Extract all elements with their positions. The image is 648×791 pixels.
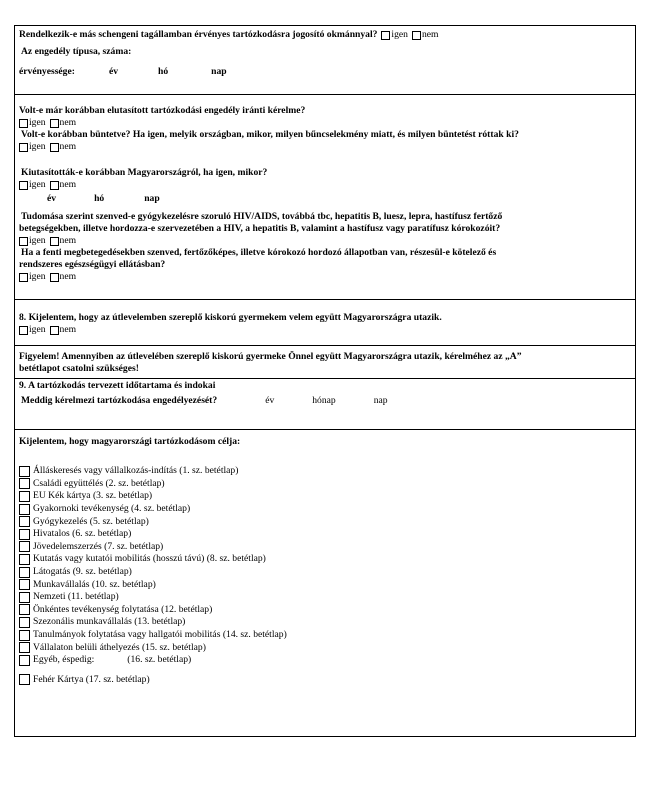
purpose-checkbox[interactable] bbox=[19, 604, 30, 615]
expelled-no-label: nem bbox=[59, 179, 77, 190]
purpose-checkbox[interactable] bbox=[19, 592, 30, 603]
purpose-option[interactable] bbox=[19, 515, 632, 528]
purpose-label: Önkéntes tevékenység folytatása (12. betétlap) bbox=[33, 603, 213, 615]
punished-yes-label: igen bbox=[29, 141, 46, 152]
purpose-checkbox[interactable] bbox=[19, 504, 30, 515]
purpose-option-other[interactable] bbox=[19, 654, 632, 667]
schengen-document-section bbox=[15, 26, 635, 95]
purpose-option[interactable] bbox=[19, 566, 632, 579]
expelled-yes-label: igen bbox=[29, 179, 46, 190]
purpose-white-card-checkbox[interactable] bbox=[19, 674, 30, 685]
expelled-question: Kiutasították-e korábban Magyarországról, ha igen, mikor? bbox=[21, 167, 268, 178]
punished-question: Volt-e korábban büntetve? Ha igen, melyik országban, mikor, milyen bűncselekmény miatt, és milyen büntetést róttak ki? bbox=[21, 129, 519, 140]
purpose-label: Látogatás (9. sz. betétlap) bbox=[33, 566, 132, 578]
purpose-option[interactable] bbox=[19, 503, 632, 516]
purpose-label: Tanulmányok folytatása vagy hallgatói mobilitás (14. sz. betétlap) bbox=[33, 629, 287, 641]
expelled-yes-checkbox[interactable] bbox=[19, 181, 28, 190]
purpose-option[interactable] bbox=[19, 616, 632, 629]
purpose-other-checkbox[interactable] bbox=[19, 655, 30, 666]
treatment-question-line2: rendszeres egészségügyi ellátásban? bbox=[19, 259, 166, 270]
treatment-yes-label: igen bbox=[29, 271, 46, 282]
child-travel-yes-checkbox[interactable] bbox=[19, 326, 28, 335]
warning-line1: Figyelem! Amennyiben az útlevelében szereplő kiskorú gyermeke Önnel együtt Magyarországra utazik, kérelméhez az „A” bbox=[19, 351, 522, 362]
duration-heading: 9. A tartózkodás tervezett időtartama és indokai bbox=[19, 380, 216, 391]
purpose-label: EU Kék kártya (3. sz. betétlap) bbox=[33, 490, 153, 502]
schengen-yes-label: igen bbox=[391, 29, 408, 40]
schengen-no-checkbox[interactable] bbox=[412, 31, 421, 40]
punished-yes-checkbox[interactable] bbox=[19, 143, 28, 152]
purpose-list bbox=[19, 465, 632, 654]
treatment-question-line1: Ha a fenti megbetegedésekben szenved, fertőzőképes, illetve kórokozó hordozó állapotban van, részesül-e kötelező és bbox=[21, 247, 497, 258]
purpose-option[interactable] bbox=[19, 641, 632, 654]
expelled-year-label: év bbox=[47, 193, 57, 204]
rejected-yes-label: igen bbox=[29, 117, 46, 128]
disease-question-line1: Tudomása szerint szenved-e gyógykezelésre szoruló HIV/AIDS, továbbá tbc, hepatitis B, luesz, lepra, hastífusz fertőző bbox=[21, 211, 503, 222]
disease-question-line2: betegségekben, illetve hordozza-e szervezetében a HIV, a hepatitis B, valamint a hastífusz vagy paratífusz kórokozóit? bbox=[19, 223, 501, 234]
expelled-day-label: nap bbox=[144, 193, 160, 204]
purpose-checkbox[interactable] bbox=[19, 579, 30, 590]
duration-month-label: hónap bbox=[312, 395, 336, 406]
purpose-other-label: Egyéb, éspedig: bbox=[33, 654, 95, 666]
child-travel-no-checkbox[interactable] bbox=[50, 326, 59, 335]
purpose-option[interactable] bbox=[19, 553, 632, 566]
child-travel-section bbox=[15, 300, 635, 346]
purpose-checkbox[interactable] bbox=[19, 554, 30, 565]
purpose-option[interactable] bbox=[19, 478, 632, 491]
purpose-label: Álláskeresés vagy vállalkozás-indítás (1. sz. betétlap) bbox=[33, 465, 239, 477]
purpose-label: Hivatalos (6. sz. betétlap) bbox=[33, 528, 132, 540]
validity-day-label: nap bbox=[211, 66, 227, 77]
purpose-option[interactable] bbox=[19, 465, 632, 478]
purpose-label: Munkavállalás (10. sz. betétlap) bbox=[33, 578, 156, 590]
disease-yes-checkbox[interactable] bbox=[19, 237, 28, 246]
treatment-no-label: nem bbox=[59, 271, 77, 282]
schengen-yes-checkbox[interactable] bbox=[381, 31, 390, 40]
history-health-section bbox=[15, 95, 635, 300]
purpose-section bbox=[15, 430, 635, 736]
disease-yes-label: igen bbox=[29, 235, 46, 246]
duration-section bbox=[15, 379, 635, 430]
purpose-label: Gyógykezelés (5. sz. betétlap) bbox=[33, 515, 149, 527]
schengen-no-label: nem bbox=[421, 29, 439, 40]
purpose-option[interactable] bbox=[19, 591, 632, 604]
purpose-checkbox[interactable] bbox=[19, 466, 30, 477]
purpose-checkbox[interactable] bbox=[19, 630, 30, 641]
warning-section bbox=[15, 346, 635, 379]
rejected-no-checkbox[interactable] bbox=[50, 119, 59, 128]
child-travel-yes-label: igen bbox=[29, 324, 46, 335]
purpose-label: Vállalaton belüli áthelyezés (15. sz. betétlap) bbox=[33, 641, 206, 653]
purpose-checkbox[interactable] bbox=[19, 491, 30, 502]
purpose-white-card-label: Fehér Kártya (17. sz. betétlap) bbox=[33, 673, 150, 685]
purpose-label: Nemzeti (11. betétlap) bbox=[33, 591, 119, 603]
purpose-label: Gyakornoki tevékenység (4. sz. betétlap) bbox=[33, 503, 191, 515]
rejected-question: Volt-e már korábban elutasított tartózkodási engedély iránti kérelme? bbox=[19, 105, 306, 116]
punished-no-label: nem bbox=[59, 141, 77, 152]
purpose-label: Jövedelemszerzés (7. sz. betétlap) bbox=[33, 540, 164, 552]
purpose-other-sheet: (16. sz. betétlap) bbox=[127, 654, 192, 666]
treatment-no-checkbox[interactable] bbox=[50, 273, 59, 282]
punished-no-checkbox[interactable] bbox=[50, 143, 59, 152]
duration-question: Meddig kérelmezi tartózkodása engedélyezését? bbox=[21, 395, 218, 406]
validity-year-label: év bbox=[108, 66, 118, 77]
validity-month-label: hó bbox=[158, 66, 169, 77]
disease-no-label: nem bbox=[59, 235, 77, 246]
rejected-yes-checkbox[interactable] bbox=[19, 119, 28, 128]
application-form bbox=[14, 25, 636, 737]
duration-day-label: nap bbox=[373, 395, 388, 406]
purpose-checkbox[interactable] bbox=[19, 567, 30, 578]
purpose-checkbox[interactable] bbox=[19, 617, 30, 628]
purpose-option[interactable] bbox=[19, 541, 632, 554]
purpose-label: Szezonális munkavállalás (13. betétlap) bbox=[33, 616, 186, 628]
validity-label: érvényessége: bbox=[19, 66, 75, 77]
purpose-option[interactable] bbox=[19, 490, 632, 503]
purpose-checkbox[interactable] bbox=[19, 516, 30, 527]
purpose-option[interactable] bbox=[19, 629, 632, 642]
purpose-checkbox[interactable] bbox=[19, 478, 30, 489]
purpose-label: Családi együttélés (2. sz. betétlap) bbox=[33, 477, 165, 489]
purpose-checkbox[interactable] bbox=[19, 529, 30, 540]
duration-year-label: év bbox=[265, 395, 275, 406]
expelled-no-checkbox[interactable] bbox=[50, 181, 59, 190]
purpose-option-white-card[interactable] bbox=[19, 674, 632, 687]
treatment-yes-checkbox[interactable] bbox=[19, 273, 28, 282]
warning-line2: betétlapot csatolni szükséges! bbox=[19, 363, 139, 374]
purpose-checkbox[interactable] bbox=[19, 642, 30, 653]
purpose-heading: Kijelentem, hogy magyarországi tartózkodásom célja: bbox=[19, 436, 241, 447]
purpose-option[interactable] bbox=[19, 604, 632, 617]
rejected-no-label: nem bbox=[59, 117, 77, 128]
purpose-checkbox[interactable] bbox=[19, 541, 30, 552]
purpose-option[interactable] bbox=[19, 528, 632, 541]
disease-no-checkbox[interactable] bbox=[50, 237, 59, 246]
child-travel-statement: 8. Kijelentem, hogy az útlevelemben szereplő kiskorú gyermekem velem együtt Magyarországra utazik. bbox=[19, 312, 442, 323]
schengen-question: Rendelkezik-e más schengeni tagállamban érvényes tartózkodásra jogosító okmánnyal? bbox=[19, 29, 378, 40]
expelled-month-label: hó bbox=[94, 193, 105, 204]
purpose-label: Kutatás vagy kutatói mobilitás (hosszú távú) (8. sz. betétlap) bbox=[33, 553, 266, 565]
purpose-option[interactable] bbox=[19, 578, 632, 591]
child-travel-no-label: nem bbox=[59, 324, 77, 335]
permit-type-label: Az engedély típusa, száma: bbox=[21, 46, 132, 57]
